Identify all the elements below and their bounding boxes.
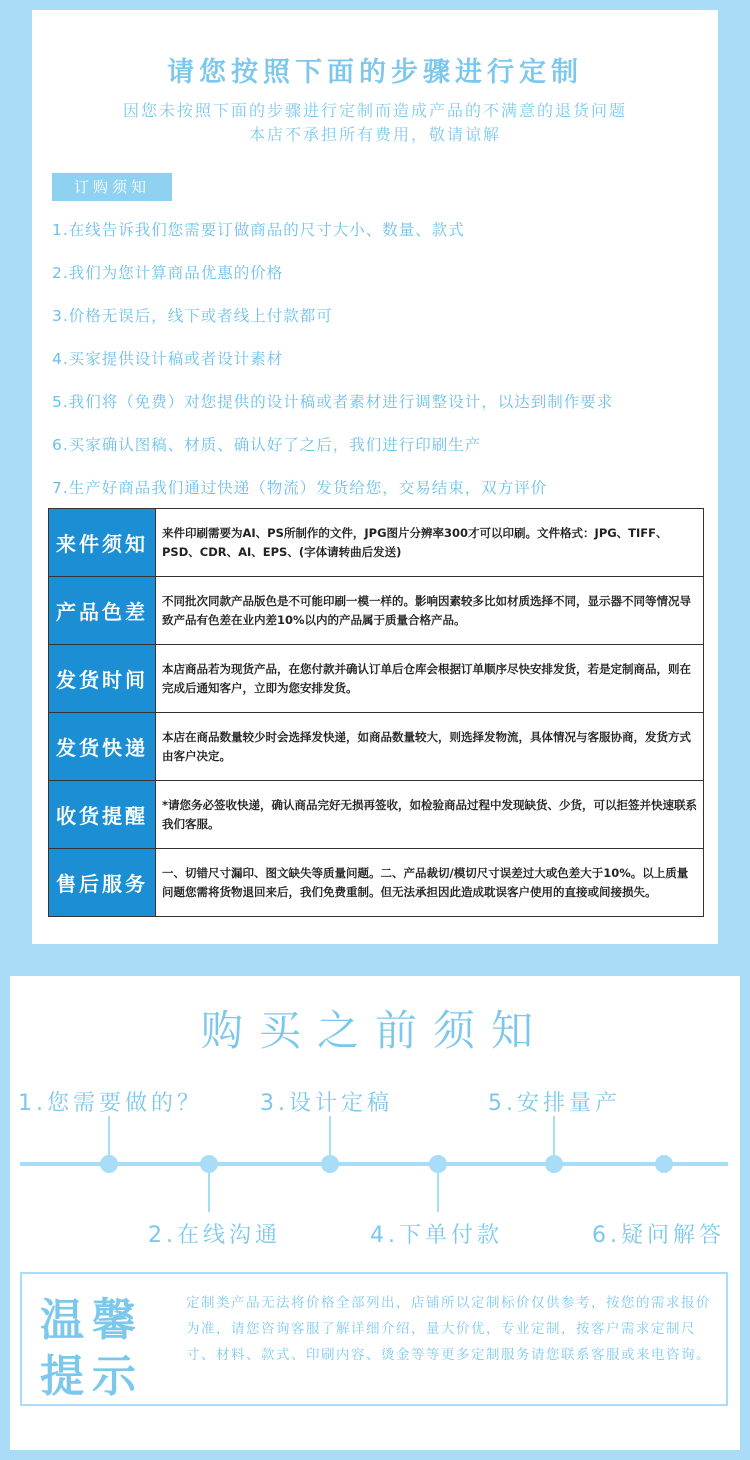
timeline-dot [200,1155,218,1173]
row-label: 发货快递 [49,713,156,781]
table-row [49,645,704,713]
table-row [49,849,704,917]
section-title: 购买之前须知 [200,1006,549,1055]
timeline-dot [545,1155,563,1173]
row-text: 不同批次同款产品版色是不可能印刷一模一样的。影响因素较多比如材质选择不同，显示器不同等情况导致产品有色差在业内差10%以内的产品属于质量合格产品。 [156,577,704,645]
timeline-step-5: 5.安排量产 [488,1091,621,1116]
timeline-dot [429,1155,447,1173]
timeline-step-6: 6.疑问解答 [592,1223,725,1248]
timeline-line [20,1162,728,1166]
step-6: 6.买家确认图稿、材质、确认好了之后，我们进行印刷生产 [52,436,482,454]
timeline-tick [437,1168,439,1212]
step-7: 7.生产好商品我们通过快递（物流）发货给您，交易结束，双方评价 [52,479,548,497]
page-title: 请您按照下面的步骤进行定制 [167,57,583,88]
step-3: 3.价格无误后，线下或者线上付款都可 [52,307,333,325]
table-row [49,509,704,577]
tip-title-line-2: 提示 [40,1351,144,1402]
step-1: 1.在线告诉我们您需要订做商品的尺寸大小、数量、款式 [52,221,465,239]
order-instructions-panel [32,10,718,944]
timeline-dot [100,1155,118,1173]
timeline-step-3: 3.设计定稿 [260,1091,393,1116]
row-text: 来件印刷需要为AI、PS所制作的文件，JPG图片分辨率300才可以印刷。文件格式：JPG、TIFF、PSD、CDR、AI、EPS、(字体请转曲后发送) [156,509,704,577]
order-notice-tag: 订购须知 [52,173,172,201]
timeline-tick [329,1116,331,1158]
table-row [49,577,704,645]
timeline-dot [655,1155,673,1173]
step-4: 4.买家提供设计稿或者设计素材 [52,350,284,368]
row-text: 一、切错尺寸漏印、图文缺失等质量问题。二、产品裁切/模切尺寸误差过大或色差大于10%。以上质量问题您需将货物退回来后，我们免费重制。但无法承担因此造成耽误客户使用的直接或间接损失。 [156,849,704,917]
row-label: 售后服务 [49,849,156,917]
timeline-tick [108,1116,110,1158]
timeline-step-4: 4.下单付款 [370,1223,503,1248]
tip-title-line-1: 温馨 [40,1295,144,1346]
table-row [49,781,704,849]
table-row [49,713,704,781]
row-label: 来件须知 [49,509,156,577]
row-text: 本店在商品数量较少时会选择发快递，如商品数量较大，则选择发物流，具体情况与客服协商，发货方式由客户决定。 [156,713,704,781]
step-2: 2.我们为您计算商品优惠的价格 [52,264,284,282]
timeline-step-1: 1.您需要做的？ [18,1091,203,1116]
info-table [48,508,704,917]
row-label: 收货提醒 [49,781,156,849]
timeline-tick [553,1116,555,1158]
subtitle-line-2: 本店不承担所有费用，敬请谅解 [248,125,501,144]
row-text: *请您务必签收快递，确认商品完好无损再签收，如检验商品过程中发现缺货、少货，可以拒签并快速联系我们客服。 [156,781,704,849]
tip-text: 定制类产品无法将价格全部列出，店铺所以定制标价仅供参考，按您的需求报价为准，请您咨询客服了解详细介绍，量大价优，专业定制，按客户需求定制尺寸、材料、款式、印刷内容、烫金等等更多定制服务请您联系客服或来电咨询。 [186,1295,711,1363]
timeline-step-2: 2.在线沟通 [148,1223,281,1248]
step-5: 5.我们将（免费）对您提供的设计稿或者素材进行调整设计，以达到制作要求 [52,393,614,411]
before-purchase-panel [10,976,740,1450]
row-label: 发货时间 [49,645,156,713]
subtitle-line-1: 因您未按照下面的步骤进行定制而造成产品的不满意的退货问题 [122,101,627,120]
row-text: 本店商品若为现货产品，在您付款并确认订单后仓库会根据订单顺序尽快安排发货，若是定制商品，则在完成后通知客户，立即为您安排发货。 [156,645,704,713]
warm-tip-box [20,1272,728,1406]
timeline-dot [321,1155,339,1173]
timeline-tick [208,1168,210,1212]
row-label: 产品色差 [49,577,156,645]
